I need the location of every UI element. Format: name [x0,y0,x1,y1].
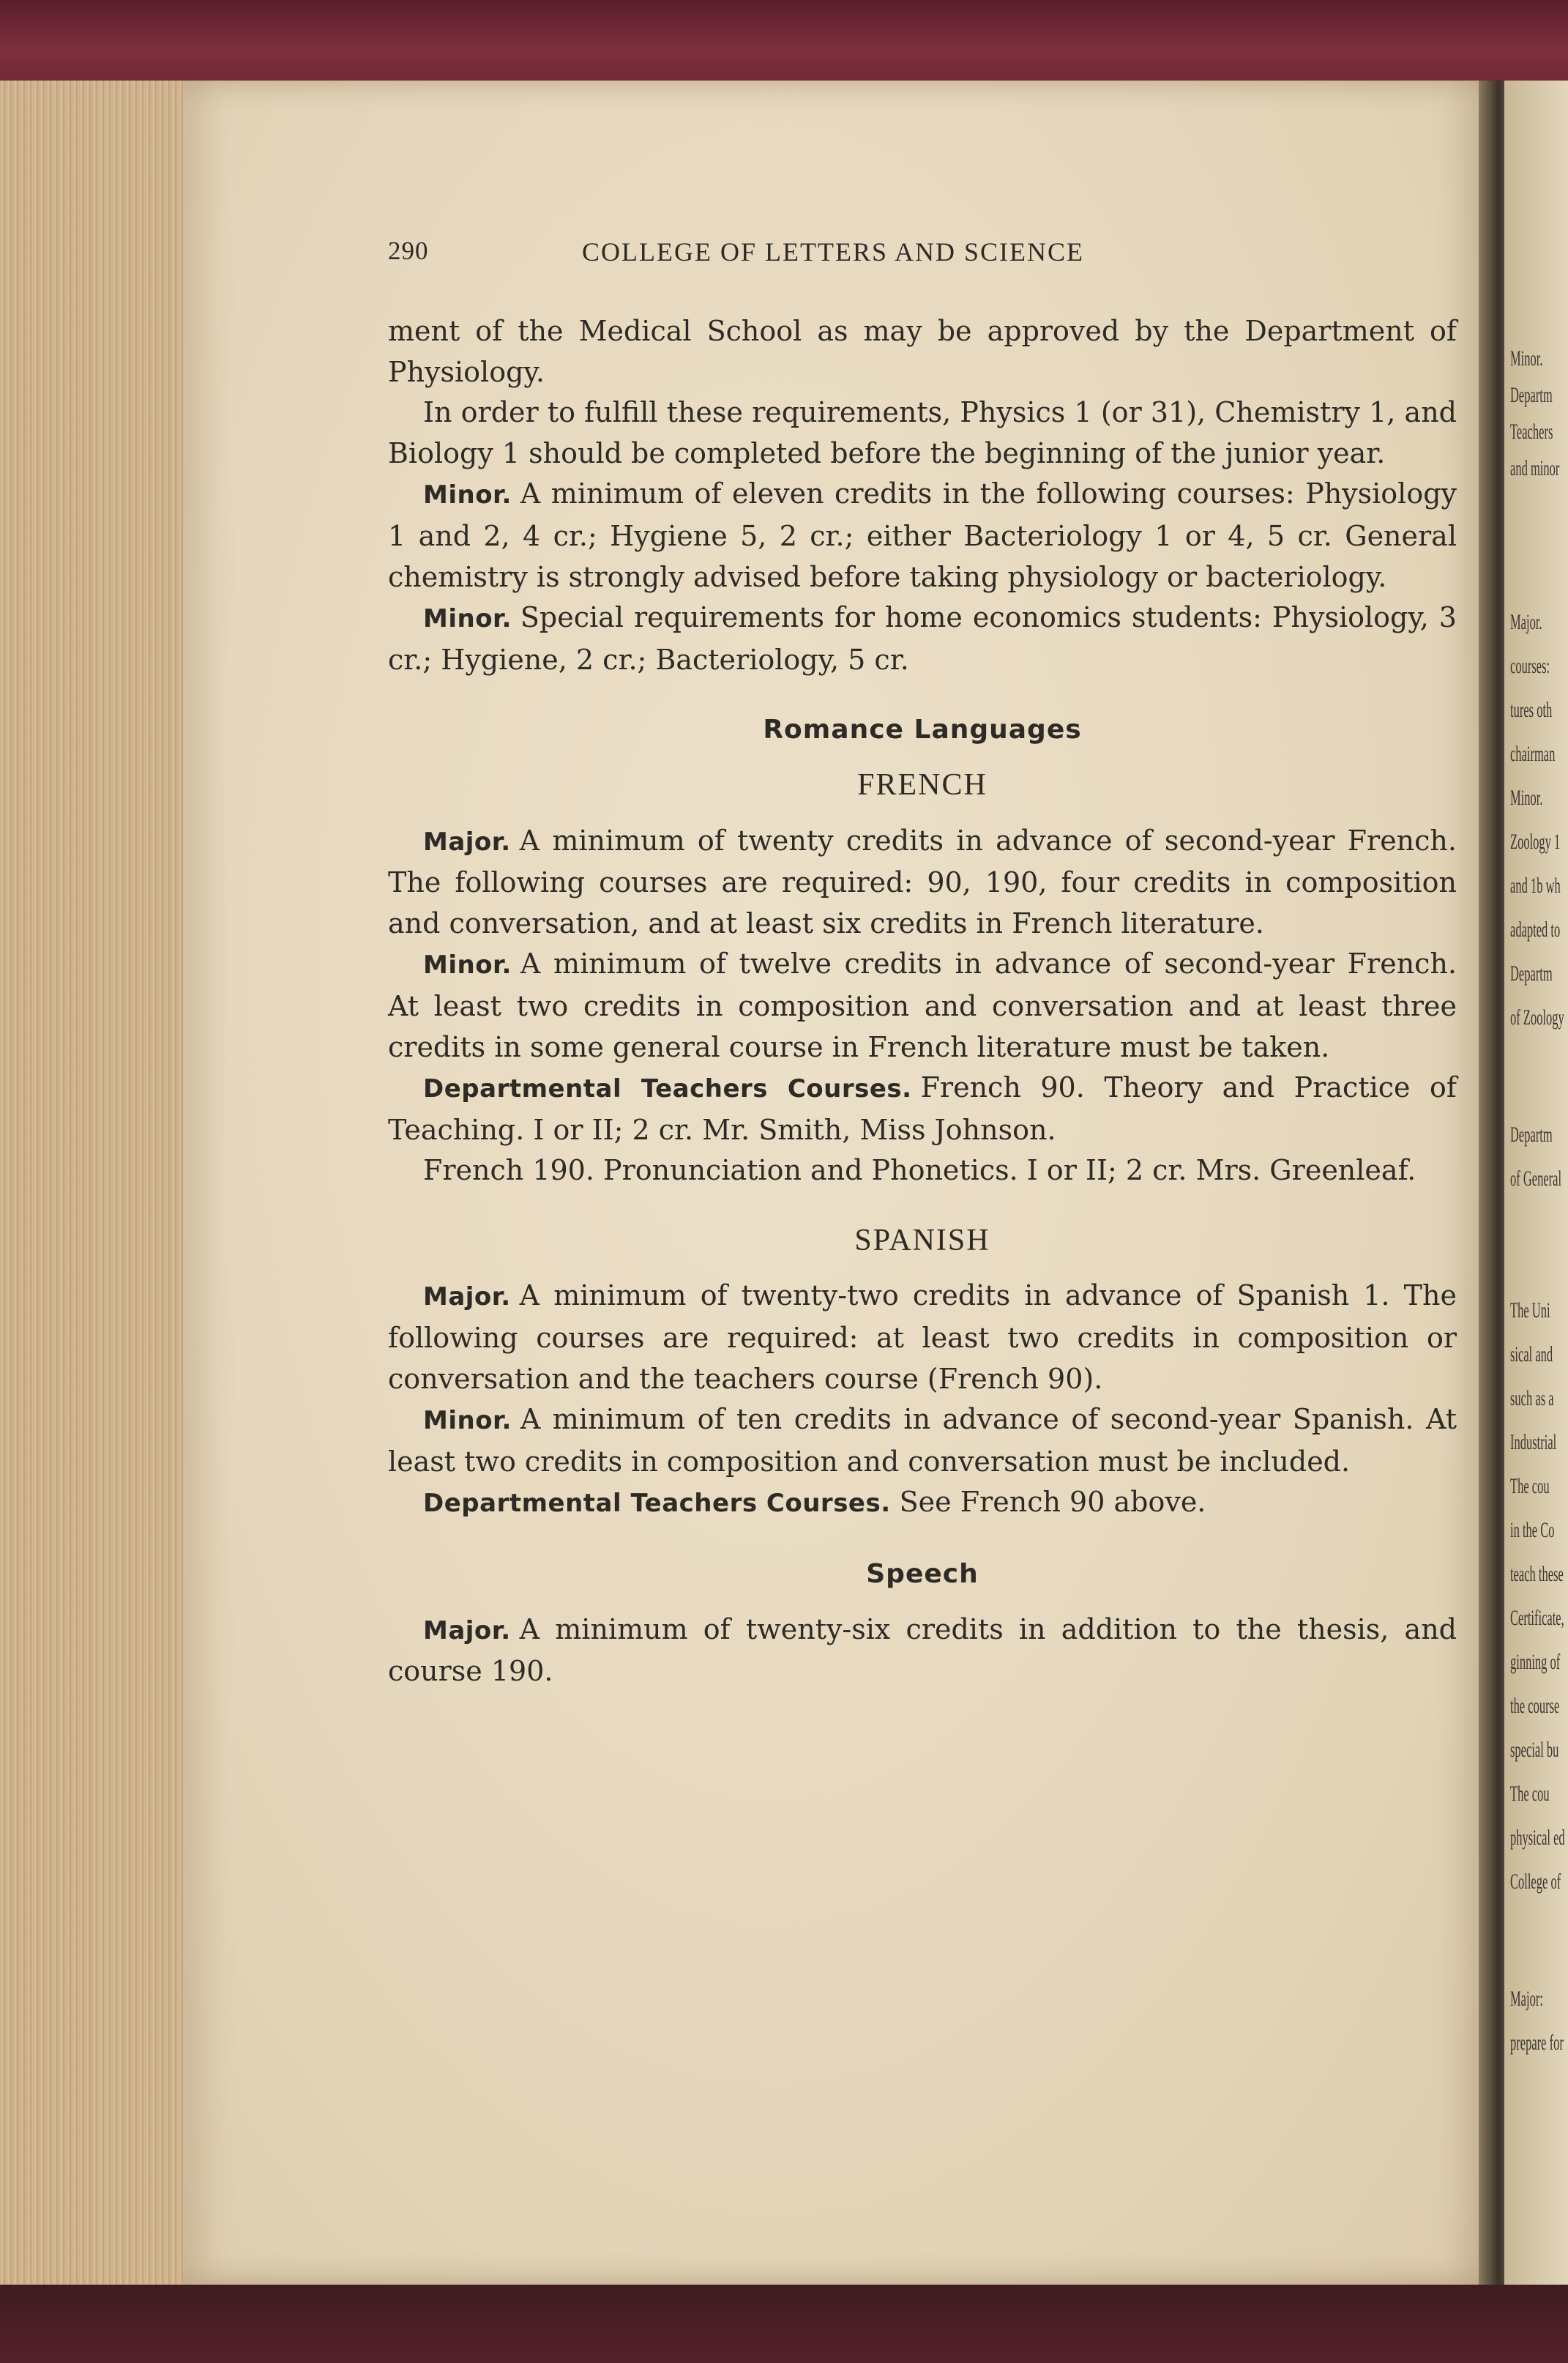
next-page-fragment: of Zoology [1510,1005,1564,1030]
next-page-fragment: Departm [1510,383,1553,407]
paragraph-spanish-major [388,1276,1457,1399]
paragraph-text: ment of the Medical School as may be approved by the Department of Physiology. [388,315,1457,388]
major-label: Major. [423,1615,511,1645]
next-page-fragment: Major: [1510,1987,1543,2011]
next-page-fragment: special bu [1510,1738,1559,1762]
next-page-fragment: College of [1510,1869,1561,1894]
paragraph-text: A minimum of twenty credits in advance of second-year French. The following courses are required: 90, 190, four credits in composition and conversation, and at least six credits in French literature. [388,824,1457,939]
minor-label: Minor. [423,480,512,510]
minor-label: Minor. [423,950,512,980]
teachers-courses-label: Departmental Teachers Courses. [423,1074,912,1104]
paragraph-text: A minimum of twelve credits in advance of second-year French. At least two credits in composition and conversation and at least three credits in some general course in French literature must be taken. [388,948,1457,1063]
major-label: Major. [423,827,511,857]
paragraph-text: A minimum of twenty-two credits in advance of Spanish 1. The following courses are required: at least two credits in composition or conversation and the teachers course (French 90). [388,1279,1457,1395]
paragraph-text: French 190. Pronunciation and Phonetics. I or II; 2 cr. Mrs. Greenleaf. [423,1154,1416,1187]
next-page-fragment: physical ed [1510,1826,1565,1850]
next-page-fragment: prepare for [1510,2031,1564,2055]
paragraph-speech-major [388,1610,1457,1692]
next-page-fragment: The Uni [1510,1298,1550,1322]
next-page-fragment: Certificate, [1510,1606,1564,1630]
paragraph-continued [388,311,1457,392]
next-page-fragment: adapted to [1510,918,1561,942]
running-head: COLLEGE OF LETTERS AND SCIENCE [582,237,1084,267]
page-body [388,311,1457,1692]
next-page-fragment: and 1b wh [1510,874,1561,898]
next-page-fragment: teach these [1510,1562,1564,1586]
next-page-fragment: such as a [1510,1386,1554,1410]
next-page-fragment: Minor. [1510,346,1543,371]
next-page-fragment: Departm [1510,1123,1553,1147]
paragraph-text: A minimum of eleven credits in the following courses: Physiology 1 and 2, 4 cr.; Hygiene 5, 2 cr.; either Bacteriology 1 or 4, 5 cr. General chemistry is strongly advised before taking physiology or bacteriology. [388,477,1457,593]
paragraph-minor-home-economics [388,598,1457,680]
page-number: 290 [388,237,429,265]
next-page-fragment: Teachers [1510,420,1553,444]
next-page-fragment: sical and [1510,1342,1553,1366]
page-header [388,237,1486,273]
paragraph-french-minor [388,944,1457,1068]
next-page-fragment: the course [1510,1694,1560,1718]
teachers-courses-label: Departmental Teachers Courses. [423,1489,891,1519]
minor-label: Minor. [423,604,512,634]
paragraph-text: A minimum of twenty-six credits in addition to the thesis, and course 190. [388,1612,1457,1688]
next-page-fragment: Zoology 1 [1510,830,1561,854]
paragraph-text: See French 90 above. [899,1486,1206,1519]
next-page-edge [1504,81,1568,2285]
subsection-heading-spanish: SPANISH [854,1223,990,1257]
next-page-fragment: of General [1510,1166,1562,1191]
paragraph-text: A minimum of ten credits in advance of second-year Spanish. At least two credits in composition and conversation must be included. [388,1403,1457,1478]
paragraph-french-major [388,821,1457,945]
paragraph-french-190 [388,1150,1457,1191]
next-page-fragment: in the Co [1510,1518,1555,1542]
paragraph-spanish-minor [388,1399,1457,1482]
section-heading-speech: Speech [866,1559,979,1590]
next-page-fragment: and minor [1510,456,1560,480]
major-label: Major. [423,1282,511,1312]
next-page-fragment: Departm [1510,961,1553,986]
next-page-fragment: Industrial [1510,1430,1557,1454]
next-page-fragment: Minor. [1510,786,1543,810]
next-page-fragment: ginning of [1510,1650,1561,1674]
paragraph-french-teachers-courses [388,1068,1457,1150]
next-page-fragment: The cou [1510,1474,1550,1498]
book-cover-bottom [0,2277,1568,2363]
paragraph-requirements [388,392,1457,474]
paragraph-spanish-teachers-courses [388,1482,1457,1525]
next-page-fragment: The cou [1510,1782,1550,1806]
paragraph-text: In order to fulfill these requirements, Physics 1 (or 31), Chemistry 1, and Biology 1 should be completed before the beginning of the junior year. [388,396,1457,469]
page-edges [0,81,198,2285]
minor-label: Minor. [423,1406,512,1436]
paragraph-text: Special requirements for home economics students: Physiology, 3 cr.; Hygiene, 2 cr.; Bacteriology, 5 cr. [388,601,1457,676]
next-page-fragment: Major. [1510,610,1542,634]
subsection-heading-french: FRENCH [857,767,988,802]
paragraph-text: French 90. Theory and Practice of Teaching. I or II; 2 cr. Mr. Smith, Miss Johnson. [388,1071,1457,1146]
next-page-fragment: chairman [1510,742,1556,766]
paragraph-minor [388,474,1457,598]
section-heading-romance-languages: Romance Languages [763,715,1082,745]
next-page-fragment: courses: [1510,654,1550,678]
next-page-fragment: tures oth [1510,698,1553,722]
